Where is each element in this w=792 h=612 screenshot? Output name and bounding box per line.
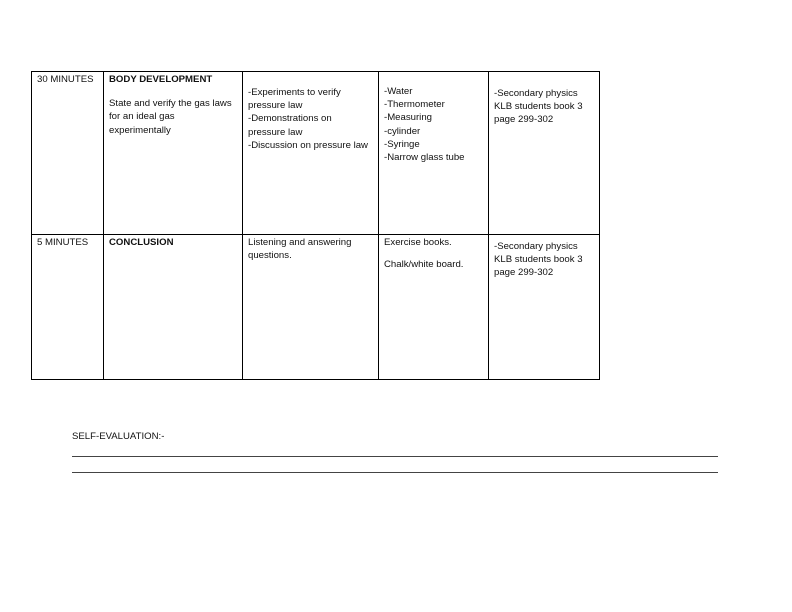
content-cell [104, 235, 243, 380]
activities-list [248, 236, 373, 262]
activities-list [248, 86, 373, 152]
text-line: page 299-302 [494, 267, 554, 279]
table-row [32, 235, 600, 380]
resources-cell [379, 72, 489, 235]
activities-cell [243, 235, 379, 380]
text-line: for an ideal gas [109, 111, 175, 123]
text-line: -Secondary physics [494, 241, 578, 252]
references-cell [489, 235, 600, 380]
text-line: -Demonstrations on [248, 113, 332, 125]
text-line: page 299-302 [494, 114, 554, 126]
text-line: KLB students book 3 [494, 254, 583, 266]
section-heading: CONCLUSION [109, 237, 174, 248]
text-line: KLB students book 3 [494, 101, 583, 113]
time-label: 5 MINUTES [37, 237, 89, 248]
text-line: State and verify the gas laws [109, 98, 232, 110]
text-line: Listening and answering [248, 237, 352, 248]
text-line: questions. [248, 250, 292, 262]
text-line: -Secondary physics [494, 88, 578, 99]
text-line: -Thermometer [384, 99, 445, 111]
text-line: -Experiments to verify [248, 87, 341, 98]
text-line: Exercise books. [384, 237, 452, 248]
text-line: -cylinder [384, 125, 421, 137]
writing-line [72, 456, 718, 457]
text-line: Chalk/white board. [384, 259, 464, 271]
text-line: -Discussion on pressure law [248, 139, 368, 151]
self-evaluation-label: SELF-EVALUATION:- [72, 431, 165, 442]
text-line: -Water [384, 86, 413, 97]
text-line: pressure law [248, 126, 303, 138]
time-cell [32, 72, 104, 235]
content-cell [104, 72, 243, 235]
text-line: -Syringe [384, 138, 420, 150]
table-row [32, 72, 600, 235]
section-heading: BODY DEVELOPMENT [109, 74, 213, 85]
references-cell [489, 72, 600, 235]
text-line: -Measuring [384, 112, 432, 124]
text-line: -Narrow glass tube [384, 152, 465, 164]
text-line: experimentally [109, 124, 171, 136]
lesson-plan-table [31, 71, 600, 380]
objective-text [109, 97, 237, 137]
resources-cell [379, 235, 489, 380]
references-list [494, 240, 594, 280]
references-list [494, 87, 594, 127]
writing-line [72, 472, 718, 473]
resources-list [384, 236, 483, 271]
time-label: 30 MINUTES [37, 74, 94, 85]
activities-cell [243, 72, 379, 235]
text-line: pressure law [248, 100, 303, 112]
resources-list [384, 85, 483, 164]
time-cell [32, 235, 104, 380]
